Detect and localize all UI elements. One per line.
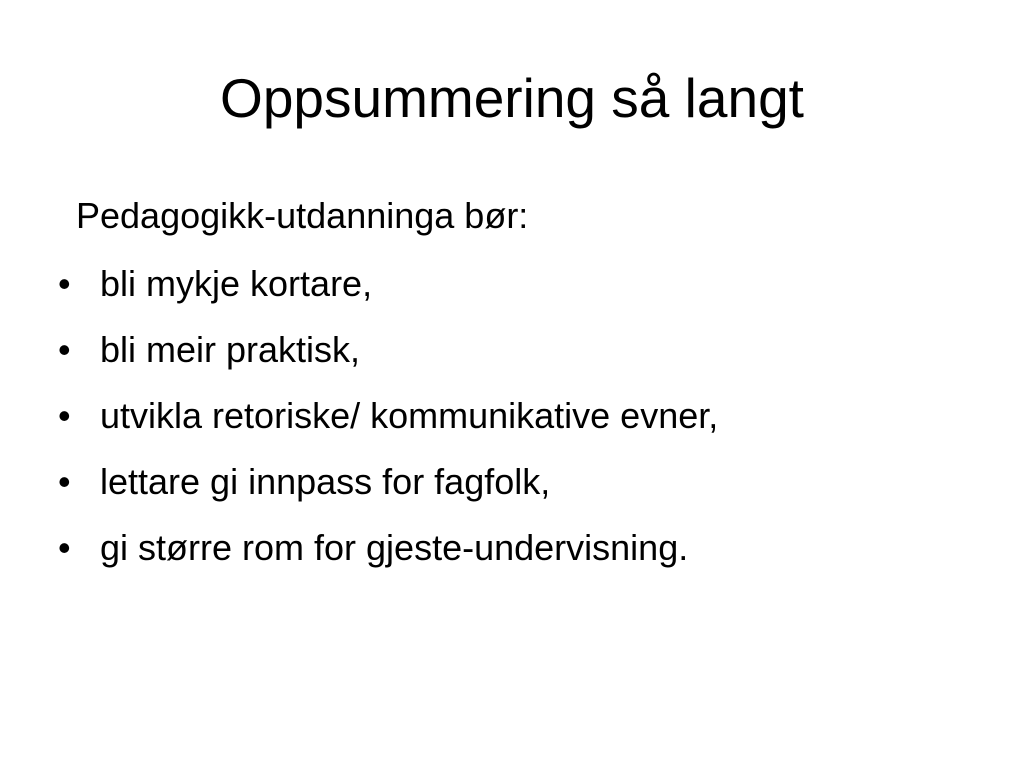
slide-title: Oppsummering så langt [220, 67, 804, 129]
bullet-text: lettare gi innpass for fagfolk, [100, 461, 551, 502]
list-item [58, 323, 718, 389]
bullet-icon: • [58, 395, 71, 436]
list-item [58, 521, 718, 587]
bullet-icon: • [58, 263, 71, 304]
list-item [58, 389, 718, 455]
intro-text: Pedagogikk-utdanninga bør: [76, 195, 529, 236]
bullet-icon: • [58, 461, 71, 502]
bullet-text: gi større rom for gjeste-undervisning. [100, 527, 689, 568]
bullet-text: bli meir praktisk, [100, 329, 361, 370]
bullet-list [58, 257, 718, 587]
bullet-icon: • [58, 527, 71, 568]
list-item [58, 257, 718, 323]
bullet-text: bli mykje kortare, [100, 263, 373, 304]
bullet-text: utvikla retoriske/ kommunikative evner, [100, 395, 719, 436]
list-item [58, 455, 718, 521]
bullet-icon: • [58, 329, 71, 370]
